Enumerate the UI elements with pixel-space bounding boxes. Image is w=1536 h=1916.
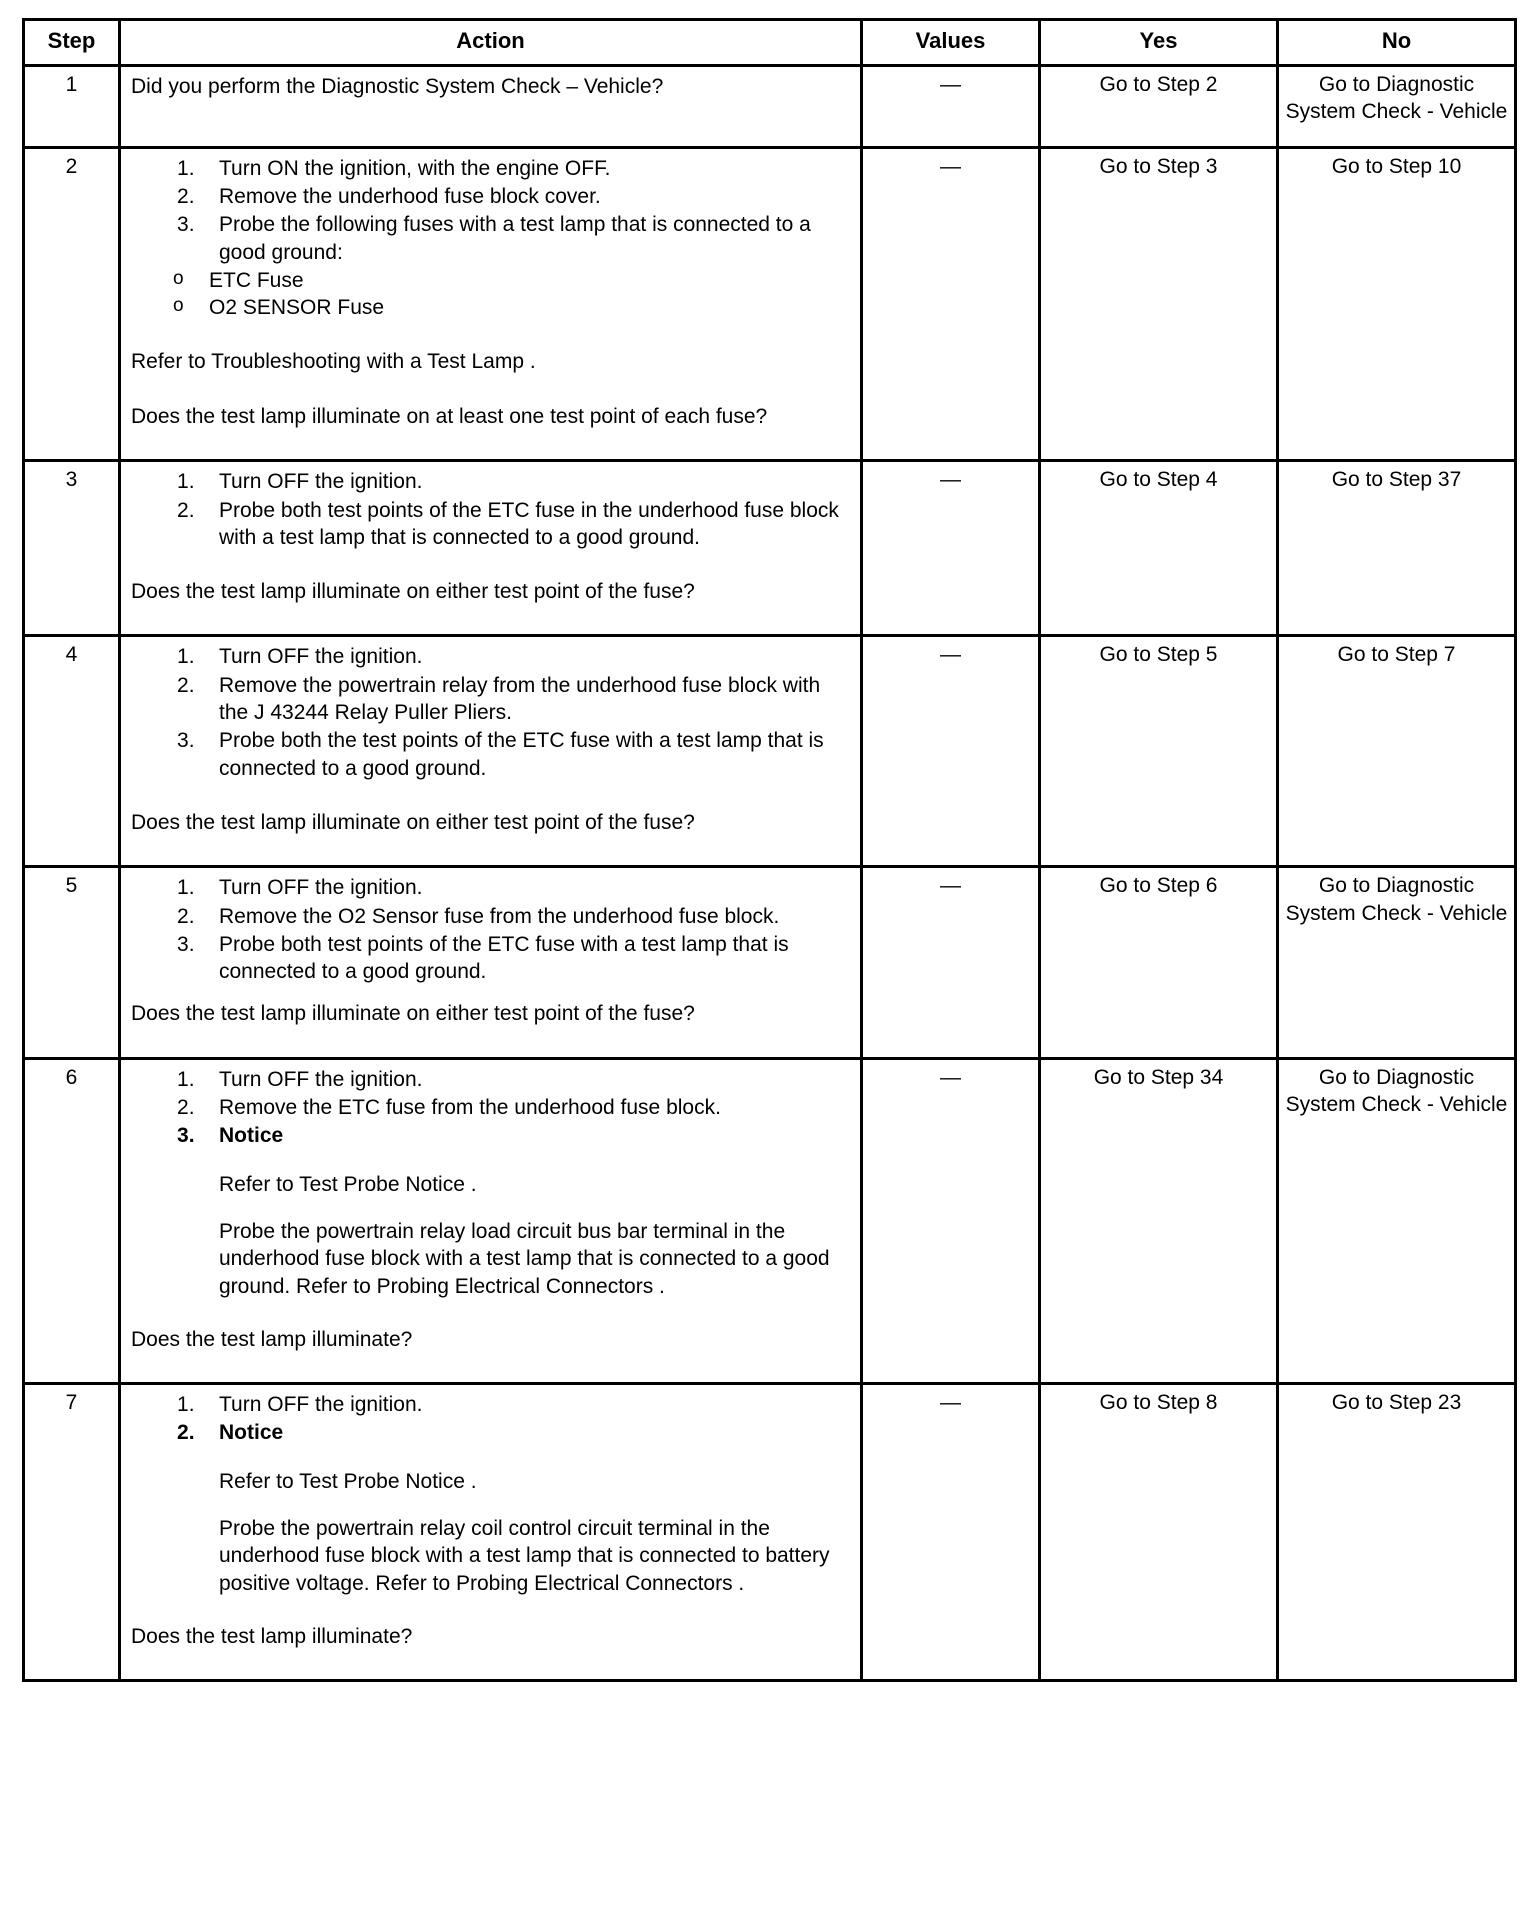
list-item: Turn OFF the ignition. — [219, 1393, 423, 1417]
yes-cell: Go to Step 3 — [1040, 147, 1278, 460]
yes-cell: Go to Step 8 — [1040, 1384, 1278, 1681]
list-item: o O2 SENSOR Fuse — [131, 294, 852, 321]
no-cell: Go to Step 7 — [1278, 636, 1516, 867]
list-item: Probe both the test points of the ETC fuse with a test lamp that is connected to a good ground. — [219, 729, 824, 780]
action-question: Does the test lamp illuminate on either test point of the fuse? — [131, 580, 695, 604]
action-question: Did you perform the Diagnostic System Check – Vehicle? — [131, 74, 664, 98]
action-question: Does the test lamp illuminate on either test point of the fuse? — [131, 810, 695, 834]
action-step-list — [131, 155, 852, 266]
no-cell: Go to Diagnostic System Check - Vehicle — [1278, 1058, 1516, 1383]
action-step-list — [131, 1066, 852, 1150]
no-cell: Go to Step 10 — [1278, 147, 1516, 460]
action-cell — [120, 461, 862, 636]
column-header-yes: Yes — [1040, 20, 1278, 66]
action-cell — [120, 147, 862, 460]
list-item: o ETC Fuse — [131, 267, 852, 294]
action-step-list — [131, 1391, 852, 1447]
list-item-notice: Notice — [219, 1421, 284, 1445]
list-item: Probe the following fuses with a test lamp that is connected to a good ground: — [219, 213, 811, 264]
list-item: Turn OFF the ignition. — [219, 1067, 423, 1091]
step-number: 2 — [24, 147, 120, 460]
list-item: Turn OFF the ignition. — [219, 876, 423, 900]
action-cell — [120, 636, 862, 867]
action-step-list — [131, 874, 852, 985]
table-row — [24, 636, 1516, 867]
values-cell: — — [862, 147, 1040, 460]
table-row — [24, 867, 1516, 1058]
yes-cell: Go to Step 4 — [1040, 461, 1278, 636]
step-number: 1 — [24, 65, 120, 147]
action-question: Does the test lamp illuminate on either test point of the fuse? — [131, 1002, 695, 1026]
list-item: Turn ON the ignition, with the engine OFF. — [219, 156, 611, 180]
notice-reference: Refer to Test Probe Notice . — [219, 1469, 477, 1493]
action-question: Does the test lamp illuminate? — [131, 1624, 413, 1648]
step-number: 3 — [24, 461, 120, 636]
list-item: Remove the O2 Sensor fuse from the underhood fuse block. — [219, 904, 780, 928]
list-item-notice: Notice — [219, 1124, 284, 1148]
table-row — [24, 1058, 1516, 1383]
action-question: Does the test lamp illuminate on at least one test point of each fuse? — [131, 404, 768, 428]
diagnostic-procedure-table — [22, 18, 1517, 1682]
notice-body: Probe the powertrain relay coil control circuit terminal in the underhood fuse block with a test lamp that is connected to battery positive voltage. Refer to Probing Electrical Connectors . — [219, 1516, 830, 1595]
yes-cell: Go to Step 34 — [1040, 1058, 1278, 1383]
yes-cell: Go to Step 5 — [1040, 636, 1278, 867]
column-header-action: Action — [120, 20, 862, 66]
table-row — [24, 1384, 1516, 1681]
action-reference: Refer to Troubleshooting with a Test Lamp . — [131, 349, 536, 373]
list-item: Probe both test points of the ETC fuse in the underhood fuse block with a test lamp that is connected to a good ground. — [219, 498, 839, 549]
column-header-step: Step — [24, 20, 120, 66]
values-cell: — — [862, 1058, 1040, 1383]
no-cell: Go to Diagnostic System Check - Vehicle — [1278, 867, 1516, 1058]
values-cell: — — [862, 461, 1040, 636]
column-header-no: No — [1278, 20, 1516, 66]
action-step-list — [131, 468, 852, 551]
table-header-row — [24, 20, 1516, 66]
table-row — [24, 461, 1516, 636]
notice-body: Probe the powertrain relay load circuit bus bar terminal in the underhood fuse block with a test lamp that is connected to a good ground. Refer to Probing Electrical Connectors . — [219, 1219, 830, 1298]
list-item: Remove the powertrain relay from the underhood fuse block with the J 43244 Relay Puller Pliers. — [219, 673, 821, 725]
yes-cell: Go to Step 6 — [1040, 867, 1278, 1058]
action-sub-list — [131, 267, 852, 322]
values-cell: — — [862, 867, 1040, 1058]
column-header-values: Values — [862, 20, 1040, 66]
action-cell — [120, 65, 862, 147]
no-cell: Go to Step 23 — [1278, 1384, 1516, 1681]
list-item: Turn OFF the ignition. — [219, 470, 423, 494]
action-step-list — [131, 643, 852, 781]
list-item: Probe both test points of the ETC fuse with a test lamp that is connected to a good ground. — [219, 932, 789, 984]
step-number: 4 — [24, 636, 120, 867]
list-item: Turn OFF the ignition. — [219, 645, 423, 669]
values-cell: — — [862, 1384, 1040, 1681]
list-item: Remove the underhood fuse block cover. — [219, 185, 601, 209]
table-row — [24, 147, 1516, 460]
step-number: 5 — [24, 867, 120, 1058]
values-cell: — — [862, 636, 1040, 867]
notice-reference: Refer to Test Probe Notice . — [219, 1172, 477, 1196]
no-cell: Go to Step 37 — [1278, 461, 1516, 636]
action-question: Does the test lamp illuminate? — [131, 1327, 413, 1351]
step-number: 7 — [24, 1384, 120, 1681]
action-cell — [120, 867, 862, 1058]
values-cell: — — [862, 65, 1040, 147]
no-cell: Go to Diagnostic System Check - Vehicle — [1278, 65, 1516, 147]
list-item: Remove the ETC fuse from the underhood fuse block. — [219, 1096, 721, 1120]
action-cell — [120, 1058, 862, 1383]
step-number: 6 — [24, 1058, 120, 1383]
yes-cell: Go to Step 2 — [1040, 65, 1278, 147]
table-row — [24, 65, 1516, 147]
action-cell — [120, 1384, 862, 1681]
